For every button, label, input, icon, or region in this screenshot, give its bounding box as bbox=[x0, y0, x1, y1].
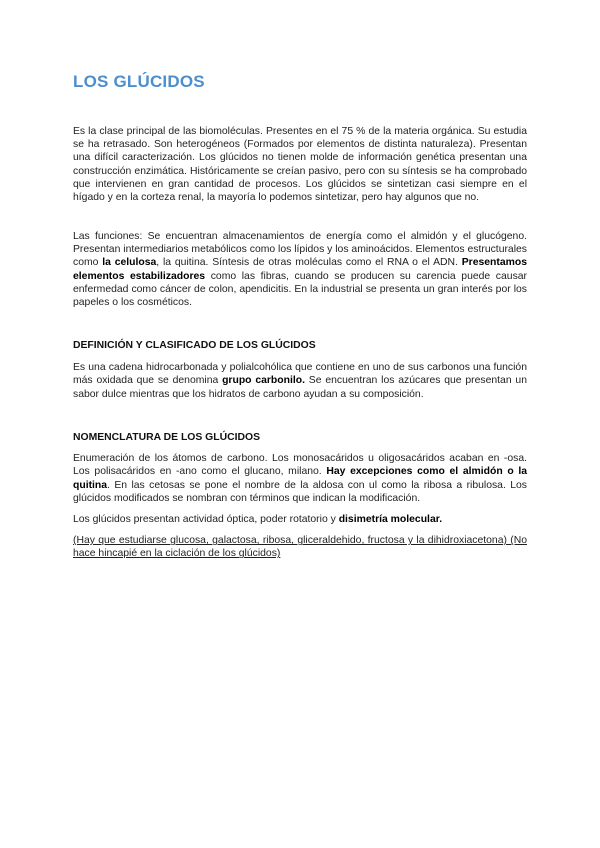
text-run: como las fibras, cuando se producen su carencia puede causar enfermedad como cáncer de colon, apendicitis. En la industrial se presenta un gran interés por los papeles o los cosméticos. bbox=[73, 270, 527, 309]
text-run: , la quitina. Síntesis de otras moléculas como el RNA o el ADN. bbox=[156, 257, 462, 269]
intro-section bbox=[73, 125, 527, 204]
nomenclature-section bbox=[73, 431, 527, 561]
bold-term-celulosa: la celulosa bbox=[102, 257, 157, 269]
bold-term-estabilizadores: Presentamos elementos estabilizadores bbox=[73, 257, 527, 282]
bold-term-disimetria: disimetría molecular. bbox=[338, 514, 443, 526]
nomenclature-paragraph-2 bbox=[73, 513, 527, 526]
text-run: Es una cadena hidrocarbonada y polialcohólica que contiene en uno de sus carbonos una función más oxidada que se denomina bbox=[73, 362, 527, 387]
definition-section bbox=[73, 339, 527, 401]
text-run: Enumeración de los átomos de carbono. Los monosacáridos u oligosacáridos acaban en -osa. Los polisacáridos en -ano como el glucano, milano. bbox=[73, 453, 527, 478]
text-run: . En las cetosas se pone el nombre de la aldosa con ul como la ribosa a ribulosa. Los glúcidos modificados se nombran con términos que indican la modificación. bbox=[73, 479, 527, 504]
bold-term-carbonilo: grupo carbonilo. bbox=[222, 375, 305, 387]
bold-term-excepciones: Hay excepciones como el almidón o la quitina bbox=[73, 466, 528, 491]
intro-paragraph-2 bbox=[73, 230, 527, 309]
page-title: LOS GLÚCIDOS bbox=[73, 72, 205, 91]
functions-section bbox=[73, 230, 527, 309]
nomenclature-paragraph-1 bbox=[73, 452, 527, 505]
text-run: Se encuentran los azúcares que presentan un sabor dulce mientras que los hidratos de carbono ayudan a su composición. bbox=[73, 375, 527, 400]
study-note: (Hay que estudiarse glucosa, galactosa, ribosa, gliceraldehido, fructosa y la dihidroxiacetona) (No hace hincapié en la ciclación de los glúcidos) bbox=[73, 535, 527, 560]
text-run: Los glúcidos presentan actividad óptica, poder rotatorio y bbox=[73, 514, 339, 526]
text-run: Las funciones: Se encuentran almacenamientos de energía como el almidón y el glucógeno. Presentan intermediarios metabólicos como los lípidos y los aminoácidos. Elementos estructurales como bbox=[73, 231, 527, 269]
section-heading-nomenclatura: NOMENCLATURA DE LOS GLÚCIDOS bbox=[73, 432, 261, 443]
section-heading-definicion: DEFINICIÓN Y CLASIFICADO DE LOS GLÚCIDOS bbox=[73, 340, 316, 351]
intro-paragraph-1: Es la clase principal de las biomoléculas. Presentes en el 75 % de la materia orgánica. Su estudia se ha retrasado. Son heterogéneos (Formados por elementos de distinta naturaleza). Presentan una difícil caracterización. Los glúcidos no tienen molde de información genética presentan una construcción enzimática. Históricamente se creían pasivo, pero con su síntesis se ha comprobado que intervienen en gran cantidad de procesos. Los glúcidos se sintetizan casi siempre en el hígado y en la corteza renal, la mayoría lo podemos sintetizar, pero hay algunos que no. bbox=[73, 126, 527, 204]
definition-paragraph bbox=[73, 361, 527, 401]
